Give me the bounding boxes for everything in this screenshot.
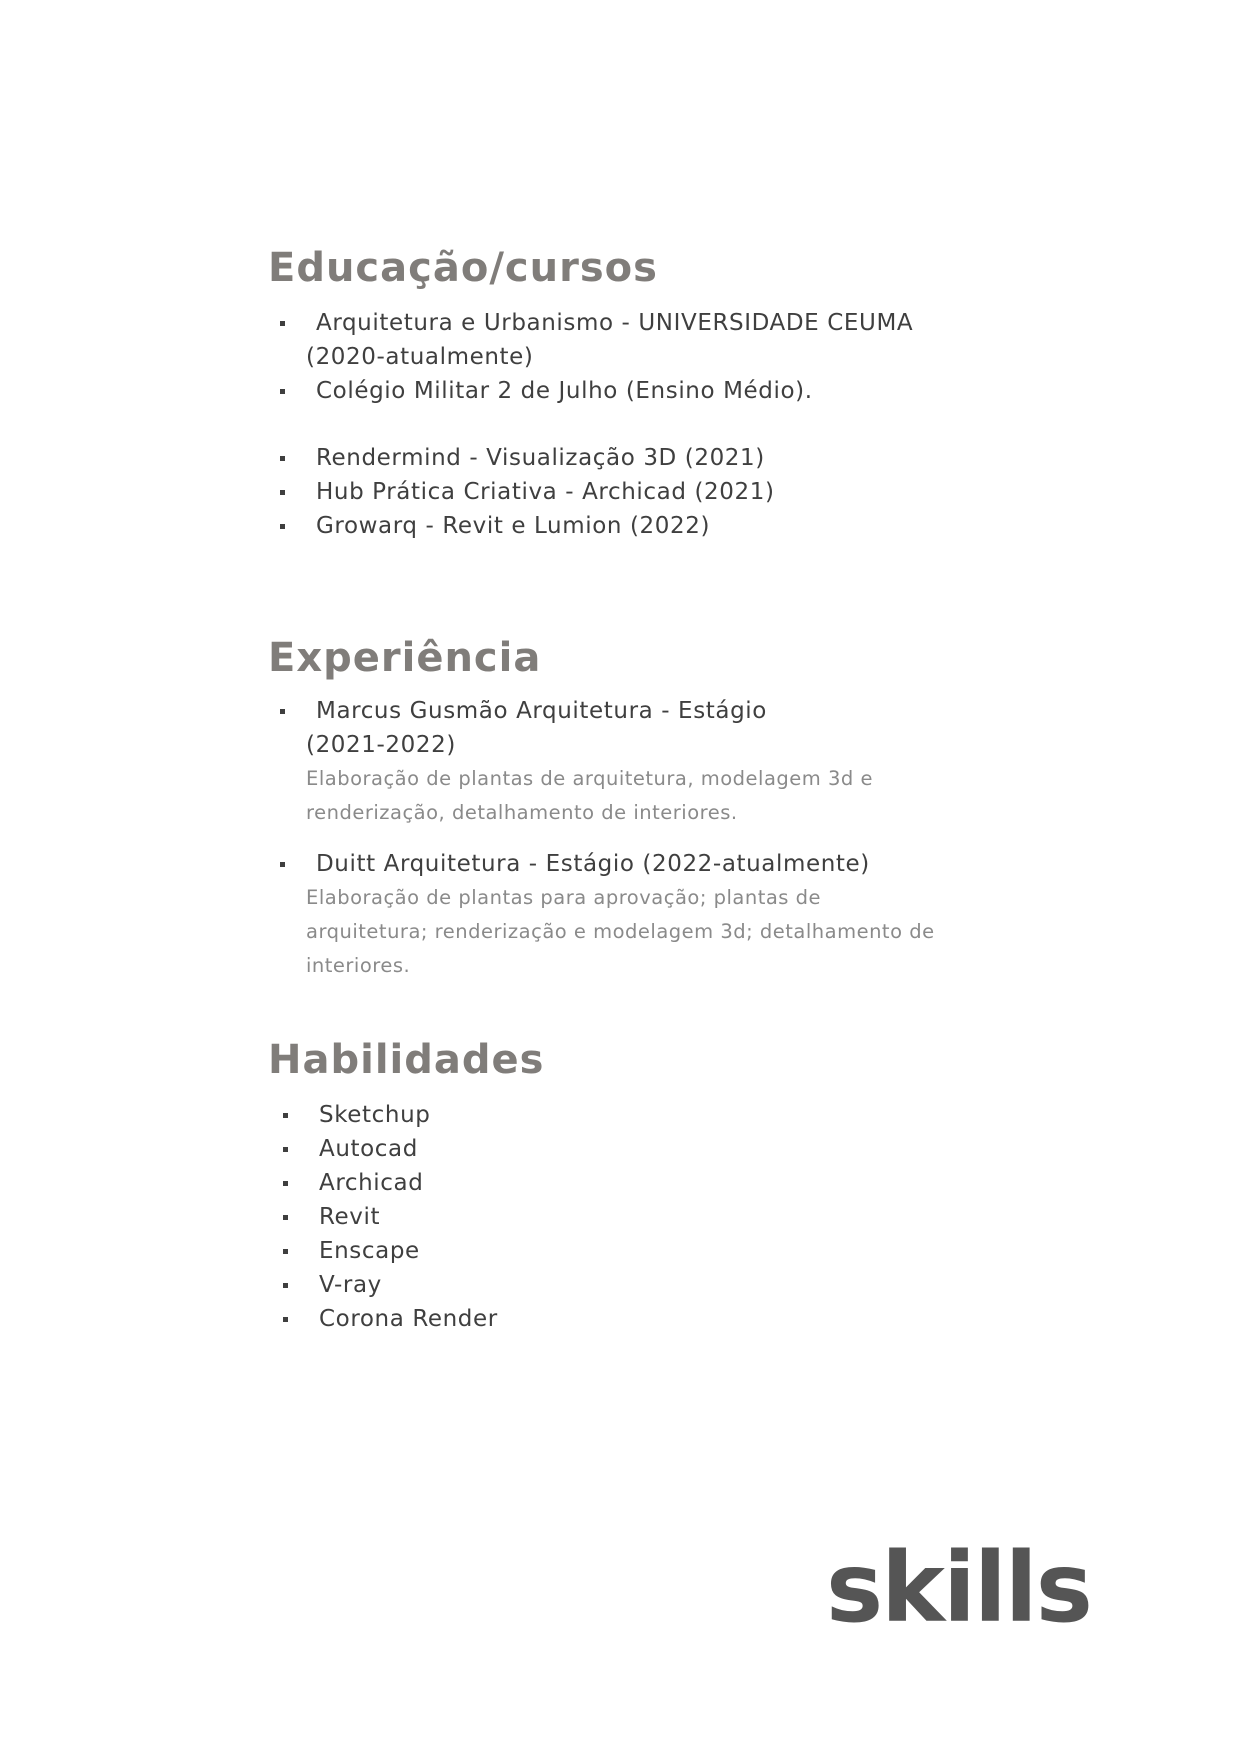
list-item bbox=[281, 1268, 498, 1302]
skill-label: Autocad bbox=[319, 1136, 418, 1162]
list-item bbox=[278, 694, 873, 830]
experience-list-2 bbox=[278, 847, 935, 983]
education-heading: Educação/cursos bbox=[268, 245, 658, 291]
bullet-icon bbox=[280, 389, 285, 394]
bullet-icon bbox=[283, 1283, 288, 1288]
course-entry: Hub Prática Criativa - Archicad (2021) bbox=[316, 479, 775, 505]
list-item bbox=[281, 1234, 498, 1268]
list-item bbox=[278, 441, 775, 475]
skill-label: Sketchup bbox=[319, 1102, 431, 1128]
experience-description: Elaboração de plantas de arquitetura, modelagem 3d e bbox=[306, 767, 873, 790]
courses-list bbox=[278, 441, 775, 543]
bullet-icon bbox=[280, 321, 285, 326]
list-item bbox=[281, 1166, 498, 1200]
list-item bbox=[281, 1302, 498, 1336]
bullet-icon bbox=[283, 1249, 288, 1254]
experience-description: Elaboração de plantas para aprovação; plantas de bbox=[306, 886, 822, 909]
skills-list bbox=[281, 1098, 498, 1336]
list-item bbox=[278, 306, 913, 374]
skill-label: Corona Render bbox=[319, 1306, 498, 1332]
bullet-icon bbox=[280, 709, 285, 714]
skills-heading: Habilidades bbox=[268, 1037, 545, 1083]
education-entry: Colégio Militar 2 de Julho (Ensino Médio). bbox=[316, 378, 813, 404]
course-entry: Growarq - Revit e Lumion (2022) bbox=[316, 513, 711, 539]
list-item bbox=[278, 847, 935, 983]
list-item bbox=[278, 475, 775, 509]
experience-entry: Marcus Gusmão Arquitetura - Estágio bbox=[316, 698, 767, 724]
experience-description: interiores. bbox=[306, 954, 411, 977]
bullet-icon bbox=[283, 1181, 288, 1186]
bullet-icon bbox=[283, 1147, 288, 1152]
bullet-icon bbox=[280, 524, 285, 529]
bullet-icon bbox=[280, 862, 285, 867]
experience-heading: Experiência bbox=[268, 635, 542, 681]
skill-label: V-ray bbox=[319, 1272, 382, 1298]
experience-description: renderização, detalhamento de interiores. bbox=[306, 801, 738, 824]
list-item bbox=[281, 1132, 498, 1166]
education-entry: Arquitetura e Urbanismo - UNIVERSIDADE CEUMA bbox=[316, 310, 914, 336]
list-item bbox=[278, 374, 913, 408]
bullet-icon bbox=[283, 1317, 288, 1322]
bullet-icon bbox=[280, 456, 285, 461]
list-item bbox=[278, 509, 775, 543]
experience-description: arquitetura; renderização e modelagem 3d; detalhamento de bbox=[306, 920, 935, 943]
list-item bbox=[281, 1098, 498, 1132]
bullet-icon bbox=[283, 1215, 288, 1220]
bullet-icon bbox=[283, 1113, 288, 1118]
education-entry-date: (2020-atualmente) bbox=[306, 344, 534, 370]
course-entry: Rendermind - Visualização 3D (2021) bbox=[316, 445, 765, 471]
bullet-icon bbox=[280, 490, 285, 495]
skills-logo: skills bbox=[826, 1532, 1091, 1644]
education-list bbox=[278, 306, 913, 408]
list-item bbox=[281, 1200, 498, 1234]
experience-list bbox=[278, 694, 873, 830]
skill-label: Revit bbox=[319, 1204, 381, 1230]
skill-label: Archicad bbox=[319, 1170, 424, 1196]
experience-entry: Duitt Arquitetura - Estágio (2022-atualmente) bbox=[316, 851, 870, 877]
skill-label: Enscape bbox=[319, 1238, 420, 1264]
experience-entry-date: (2021-2022) bbox=[306, 732, 456, 758]
